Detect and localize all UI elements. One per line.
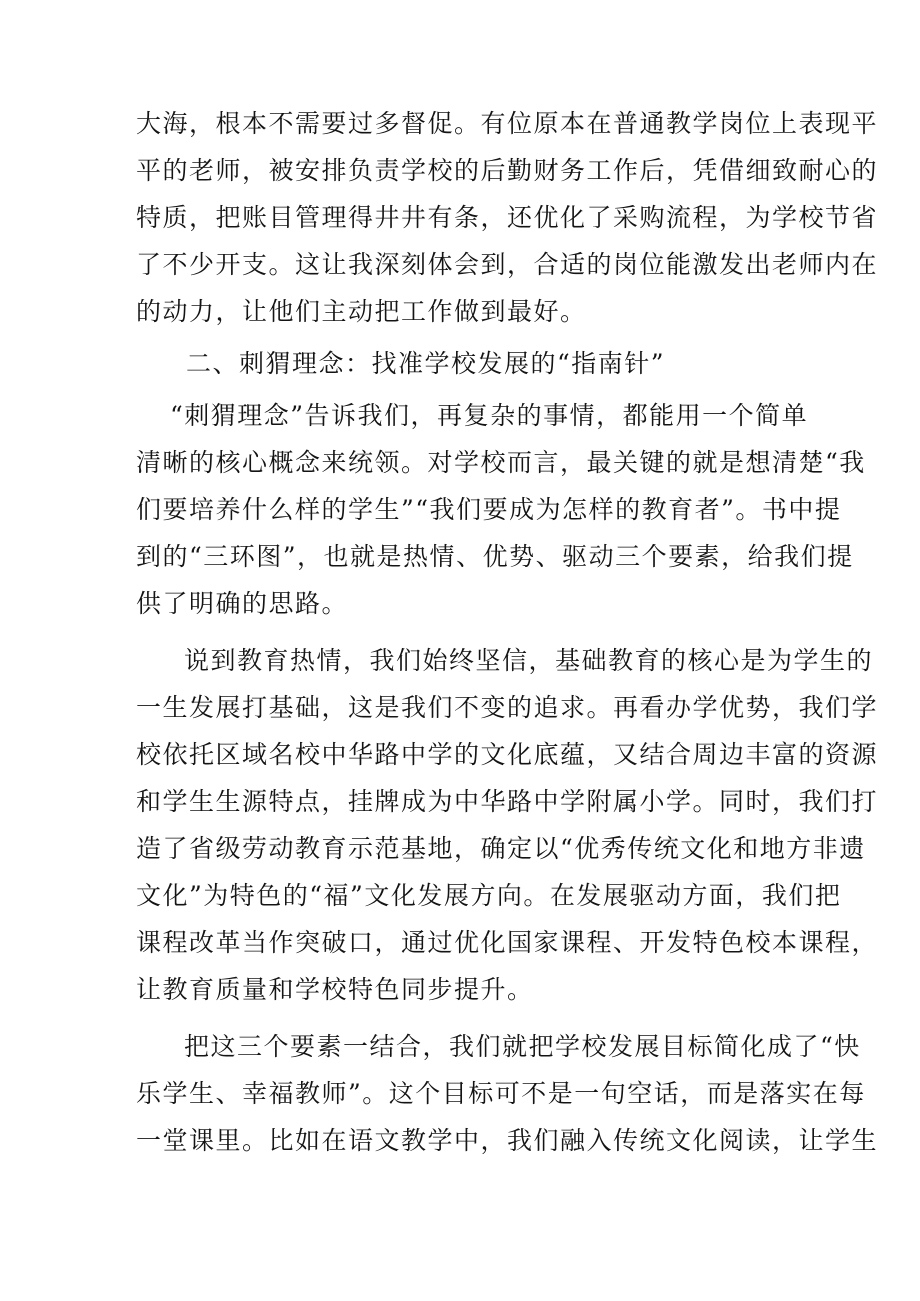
text-line: 平的老师，被安排负责学校的后勤财务工作后，凭借细致耐心的	[136, 156, 879, 185]
section-heading	[136, 340, 786, 387]
text-line: 说到教育热情，我们始终坚信，基础教育的核心是为学生的	[184, 646, 874, 675]
text-line: 们要培养什么样的学生”“我们要成为怎样的教育者”。书中提	[136, 495, 842, 524]
text-line: 校依托区域名校中华路中学的文化底蕴，又结合周边丰富的资源	[136, 740, 879, 769]
text-line: 一堂课里。比如在语文教学中，我们融入传统文化阅读，让学生	[136, 1126, 879, 1155]
heading-text: 二、刺猬理念：找准学校发展的“指南针”	[186, 349, 666, 378]
text-line: 课程改革当作突破口，通过优化国家课程、开发特色校本课程，	[136, 928, 879, 957]
paragraph-continued	[136, 100, 879, 335]
text-line: 和学生生源特点，挂牌成为中华路中学附属小学。同时，我们打	[136, 787, 879, 816]
text-line: 让教育质量和学校特色同步提升。	[136, 975, 534, 1004]
paragraph	[136, 1023, 879, 1164]
document-body	[136, 100, 879, 1164]
text-line: 把这三个要素一结合，我们就把学校发展目标简化成了“快	[184, 1032, 861, 1061]
text-line: 了不少开支。这让我深刻体会到，合适的岗位能激发出老师内在	[136, 250, 879, 279]
text-line: 到的“三环图”，也就是热情、优势、驱动三个要素，给我们提	[136, 542, 854, 571]
text-line: 大海，根本不需要过多督促。有位原本在普通教学岗位上表现平	[136, 109, 879, 138]
text-line: 造了省级劳动教育示范基地，确定以“优秀传统文化和地方非遗	[136, 834, 866, 863]
text-line: 一生发展打基础，这是我们不变的追求。再看办学优势，我们学	[136, 693, 879, 722]
paragraph	[136, 637, 879, 1013]
text-line: 文化”为特色的“福”文化发展方向。在发展驱动方面，我们把	[136, 881, 842, 910]
text-line: 清晰的核心概念来统领。对学校而言，最关键的就是想清楚“我	[136, 448, 866, 477]
text-line: “刺猬理念”告诉我们，再复杂的事情，都能用一个简单	[170, 401, 809, 430]
text-line: 供了明确的思路。	[136, 589, 349, 618]
paragraph	[136, 392, 866, 627]
text-line: 乐学生、幸福教师”。这个目标可不是一句空话，而是落实在每	[136, 1079, 866, 1108]
text-line: 的动力，让他们主动把工作做到最好。	[136, 297, 587, 326]
text-line: 特质，把账目管理得井井有条，还优化了采购流程，为学校节省	[136, 203, 879, 232]
